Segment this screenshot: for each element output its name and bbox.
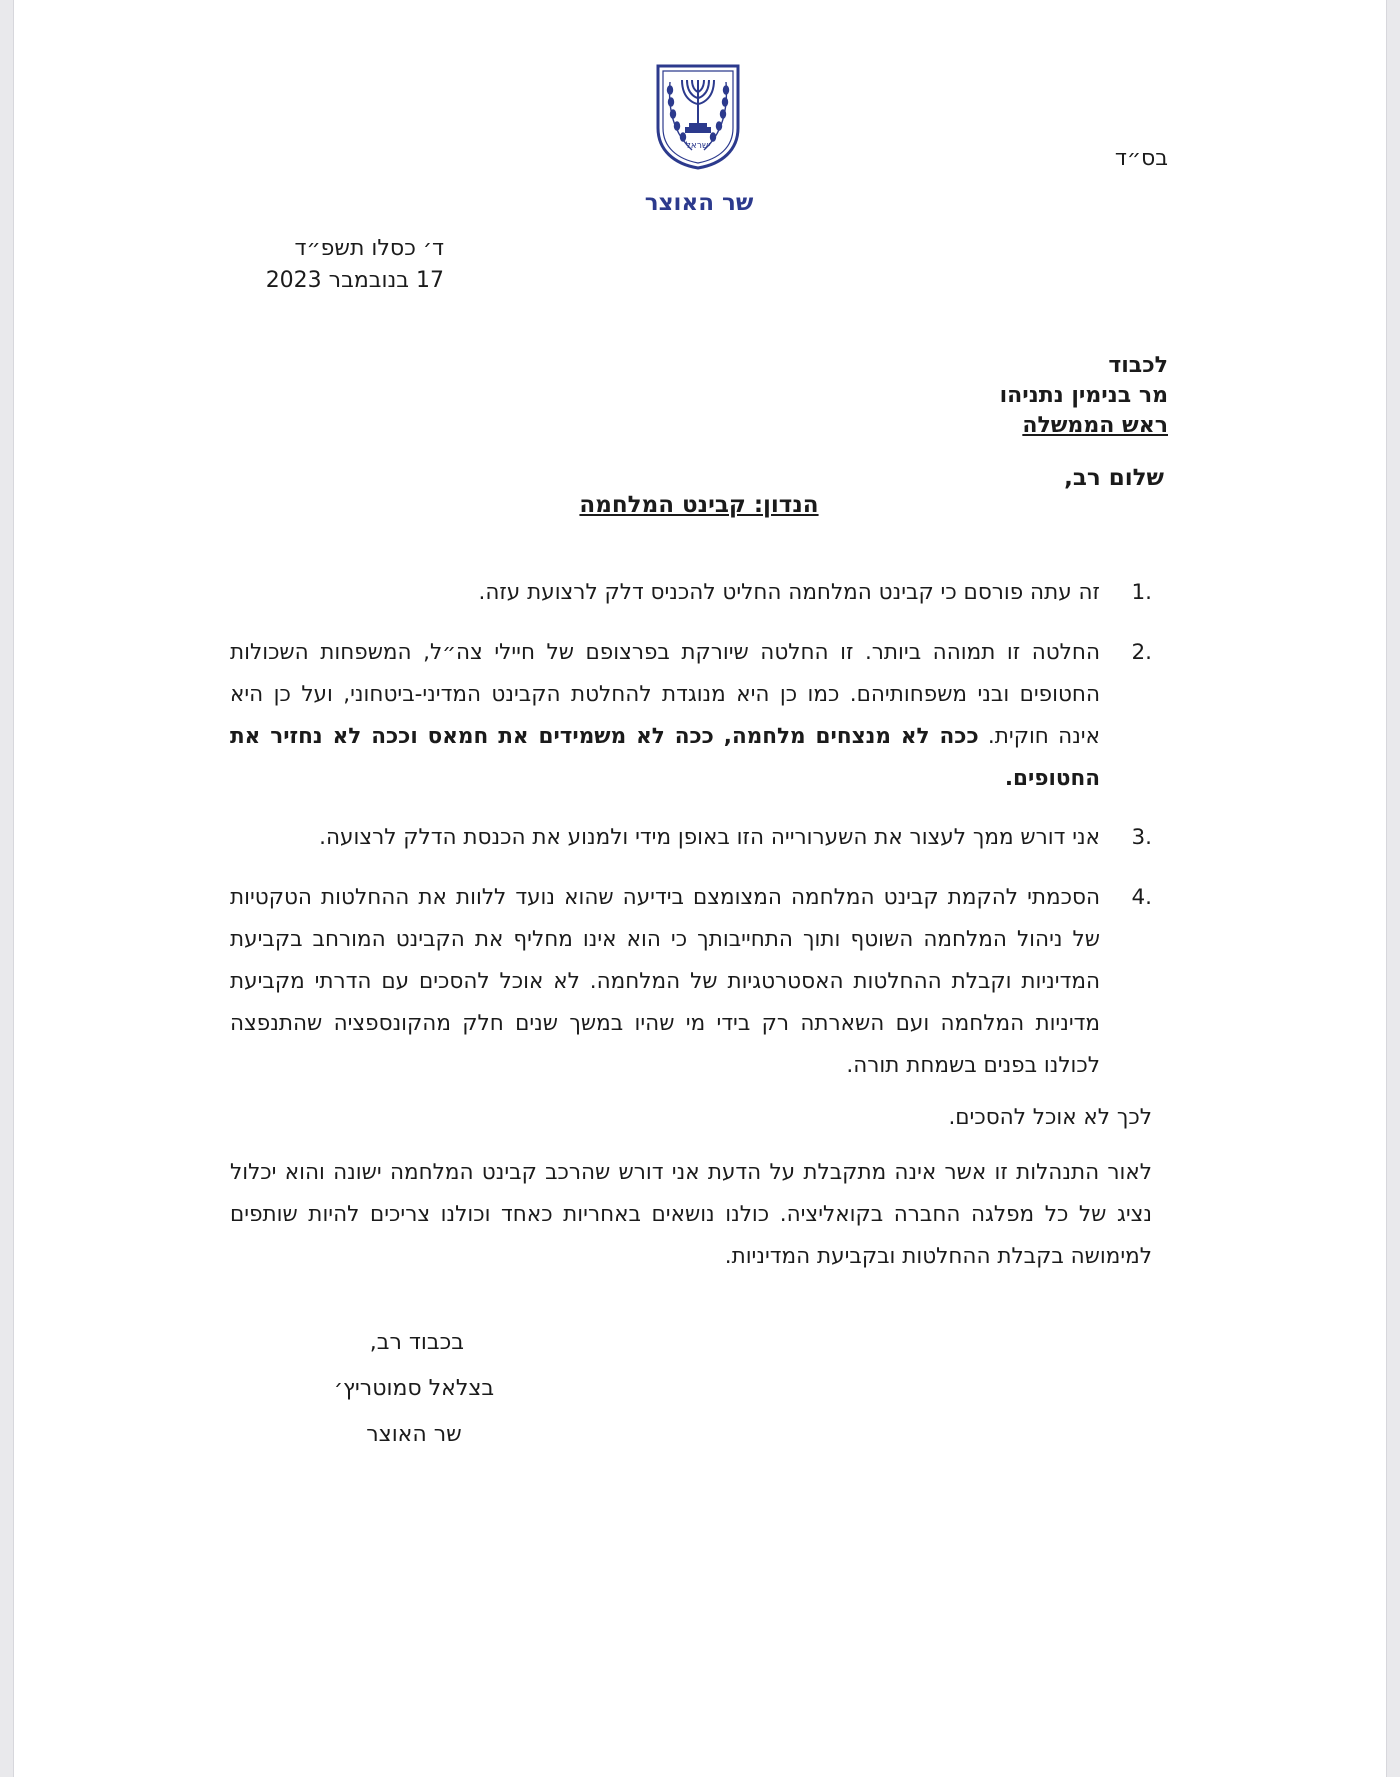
date-hebrew: ד׳ כסלו תשפ״ד — [294, 236, 444, 261]
list-item-1 — [230, 572, 1152, 614]
addressee-line-2: מר בנימין נתניהו — [999, 383, 1168, 408]
paragraph-cannot-agree: לכך לא אוכל להסכים. — [948, 1105, 1152, 1130]
signature-block — [274, 1320, 554, 1458]
list-item-4 — [230, 877, 1152, 1087]
paragraph-demand: לאור התנהלות זו אשר אינה מתקבלת על הדעת אני דורש שהרכב קבינט המלחמה ישונה והוא יכלול נציג של כל מפלגה החברה בקואליציה. כולנו נושאים באחריות כאחד וכולנו צריכים להיות שותפים למימושה בקבלת ההחלטות ובקביעת המדיניות. — [230, 1160, 1152, 1269]
list-item-2 — [230, 632, 1152, 800]
list-item-number: 1. — [1131, 580, 1152, 605]
addressee-line-3: ראש הממשלה — [1022, 413, 1168, 438]
signature-name: בצלאל סמוטריץ׳ — [333, 1376, 495, 1401]
office-title: שר האוצר — [644, 190, 754, 216]
list-item-number: 4. — [1131, 885, 1152, 910]
addressee — [668, 351, 1168, 441]
state-emblem-icon — [652, 62, 744, 170]
signature-title: שר האוצר — [366, 1422, 462, 1447]
date-gregorian: 17 בנובמבר 2023 — [265, 268, 444, 293]
bsd-mark: בס״ד — [1114, 146, 1168, 171]
greeting: שלום רב, — [1064, 465, 1164, 491]
list-item-number: 2. — [1131, 640, 1152, 665]
list-item-text-regular: החלטה זו תמוהה ביותר. זו החלטה שיורקת בפרצופם של חיילי צה״ל, המשפחות השכולות החטופים ובני משפחותיהם. כמו כן היא מנוגדת להחלטת הקבינט המדיני-ביטחוני, ועל כן היא אינה חוקית. — [230, 640, 1100, 749]
addressee-line-1: לכבוד — [1108, 353, 1168, 378]
list-item-3 — [230, 817, 1152, 859]
list-item-text-bold: ככה לא מנצחים מלחמה, ככה לא משמידים את חמאס וככה לא נחזיר את החטופים. — [230, 724, 1100, 791]
list-item-text: הסכמתי להקמת קבינט המלחמה המצומצם בידיעה שהוא נועד ללוות את ההחלטות הטקטיות של ניהול המלחמה השוטף ותוך התחייבותך כי הוא אינו מחליף את הקבינט המורחב בקביעת המדיניות וקבלת ההחלטות האסטרטגיות של המלחמה. לא אוכל להסכים עם הדרתי מקביעת מדיניות המלחמה ועם השארתה רק בידי מי שהיו במשך שנים חלק מהקונספציה שהתנפצה לכולנו בפנים בשמחת תורה. — [230, 885, 1100, 1078]
subject-line: הנדון: קבינט המלחמה — [579, 492, 819, 518]
signature-closing: בכבוד רב, — [369, 1330, 464, 1355]
list-item-text: אני דורש ממך לעצור את השערורייה הזו באופן מידי ולמנוע את הכנסת הדלק לרצועה. — [319, 825, 1100, 850]
list-item-number: 3. — [1131, 825, 1152, 850]
letter-page — [14, 0, 1386, 1777]
emblem-inscription: ישראל — [685, 141, 711, 151]
date-block — [194, 233, 444, 297]
list-item-text: זה עתה פורסם כי קבינט המלחמה החליט להכניס דלק לרצועת עזה. — [478, 580, 1100, 605]
list-item-text — [230, 632, 1100, 800]
